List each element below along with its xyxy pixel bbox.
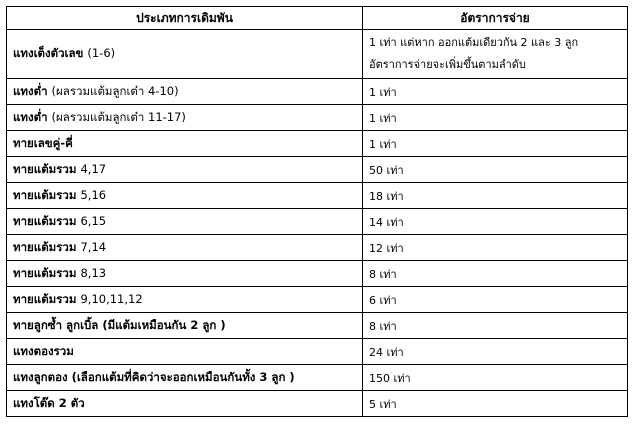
bet-type-cell <box>7 235 363 261</box>
table-body <box>7 30 628 417</box>
bet-type-label: แทงโต๊ด 2 ตัว <box>13 395 85 410</box>
table-row <box>7 157 628 183</box>
bet-type-cell <box>7 209 363 235</box>
bet-type-cell <box>7 105 363 131</box>
table-row <box>7 131 628 157</box>
bet-type-cell <box>7 261 363 287</box>
table-row <box>7 30 628 79</box>
bet-type-cell <box>7 131 363 157</box>
bet-type-cell <box>7 365 363 391</box>
payout-rate-cell: 1 เท่า <box>363 131 628 157</box>
bet-type-detail: (1-6) <box>87 46 116 60</box>
bet-type-label: ทายแต้มรวม <box>13 239 81 254</box>
payout-rate-note: อัตราการจ่ายจะเพิ่มขึ้นตามลำดับ <box>369 58 526 71</box>
payout-rate-cell: 1 เท่า <box>363 105 628 131</box>
table-row <box>7 235 628 261</box>
document-body <box>6 6 628 417</box>
table-row <box>7 105 628 131</box>
bet-type-label: ทายแต้มรวม <box>13 265 81 280</box>
bet-type-cell <box>7 339 363 365</box>
payout-rate-cell: 18 เท่า <box>363 183 628 209</box>
bet-type-detail: 6,15 <box>80 213 107 228</box>
payout-rate-cell: 14 เท่า <box>363 209 628 235</box>
payout-rate-cell: 50 เท่า <box>363 157 628 183</box>
bet-type-label: ทายลูกซ้ำ ลูกเบิ้ล (มีแต้มเหมือนกัน 2 ลูก ) <box>13 317 226 332</box>
bet-type-detail: 7,14 <box>80 239 107 254</box>
table-row <box>7 183 628 209</box>
header-bet-type: ประเภทการเดิมพัน <box>7 7 363 30</box>
bet-type-cell <box>7 287 363 313</box>
bet-type-label: ทายแต้มรวม <box>13 213 81 228</box>
bet-type-label: ทายเลขคู่-คี่ <box>13 135 73 150</box>
bet-type-detail: (ผลรวมแต้มลูกเต๋า 4-10) <box>51 83 179 98</box>
bet-type-cell <box>7 79 363 105</box>
bet-type-detail: 8,13 <box>80 265 107 280</box>
bet-type-label: ทายแต้มรวม <box>13 161 81 176</box>
bet-type-detail: 5,16 <box>80 187 107 202</box>
header-row <box>7 7 628 30</box>
bet-type-label: แทงตองรวม <box>13 343 74 358</box>
bet-type-cell <box>7 30 363 79</box>
payout-rate-value: 1 เท่า แต่หาก ออกแต้มเดียวกัน 2 และ 3 ลูก <box>369 36 579 49</box>
bet-type-cell <box>7 183 363 209</box>
payout-rate-cell: 24 เท่า <box>363 339 628 365</box>
table-row <box>7 79 628 105</box>
bet-type-label: ทายแต้มรวม <box>13 291 81 306</box>
payout-rate-cell: 150 เท่า <box>363 365 628 391</box>
bet-type-cell <box>7 157 363 183</box>
table-row <box>7 261 628 287</box>
table-row <box>7 313 628 339</box>
bet-type-detail: 9,10,11,12 <box>80 291 143 306</box>
table-row <box>7 339 628 365</box>
table-row <box>7 391 628 417</box>
payout-rate-cell: 8 เท่า <box>363 313 628 339</box>
payout-rate-cell: 12 เท่า <box>363 235 628 261</box>
payout-rate-cell: 5 เท่า <box>363 391 628 417</box>
bet-type-label: แทงลูกตอง (เลือกแต้มที่คิดว่าจะออกเหมือนกันทั้ง 3 ลูก ) <box>13 369 295 384</box>
bet-type-label: แทงต่ำ <box>13 83 52 98</box>
payout-rate-cell: 8 เท่า <box>363 261 628 287</box>
bet-type-detail: 4,17 <box>80 161 107 176</box>
betting-rates-table <box>6 6 628 417</box>
table-header <box>7 7 628 30</box>
bet-type-cell <box>7 313 363 339</box>
header-payout-rate: อัตราการจ่าย <box>363 7 628 30</box>
table-row <box>7 209 628 235</box>
bet-type-cell <box>7 391 363 417</box>
table-row <box>7 287 628 313</box>
bet-type-label: ทายแต้มรวม <box>13 187 81 202</box>
bet-type-label: แทงเต็งตัวเลข <box>13 46 88 60</box>
bet-type-label: แทงต่ำ <box>13 109 52 124</box>
payout-rate-cell: 1 เท่า <box>363 79 628 105</box>
payout-rate-cell <box>363 30 628 79</box>
bet-type-detail: (ผลรวมแต้มลูกเต๋า 11-17) <box>51 109 186 124</box>
table-row <box>7 365 628 391</box>
payout-rate-cell: 6 เท่า <box>363 287 628 313</box>
